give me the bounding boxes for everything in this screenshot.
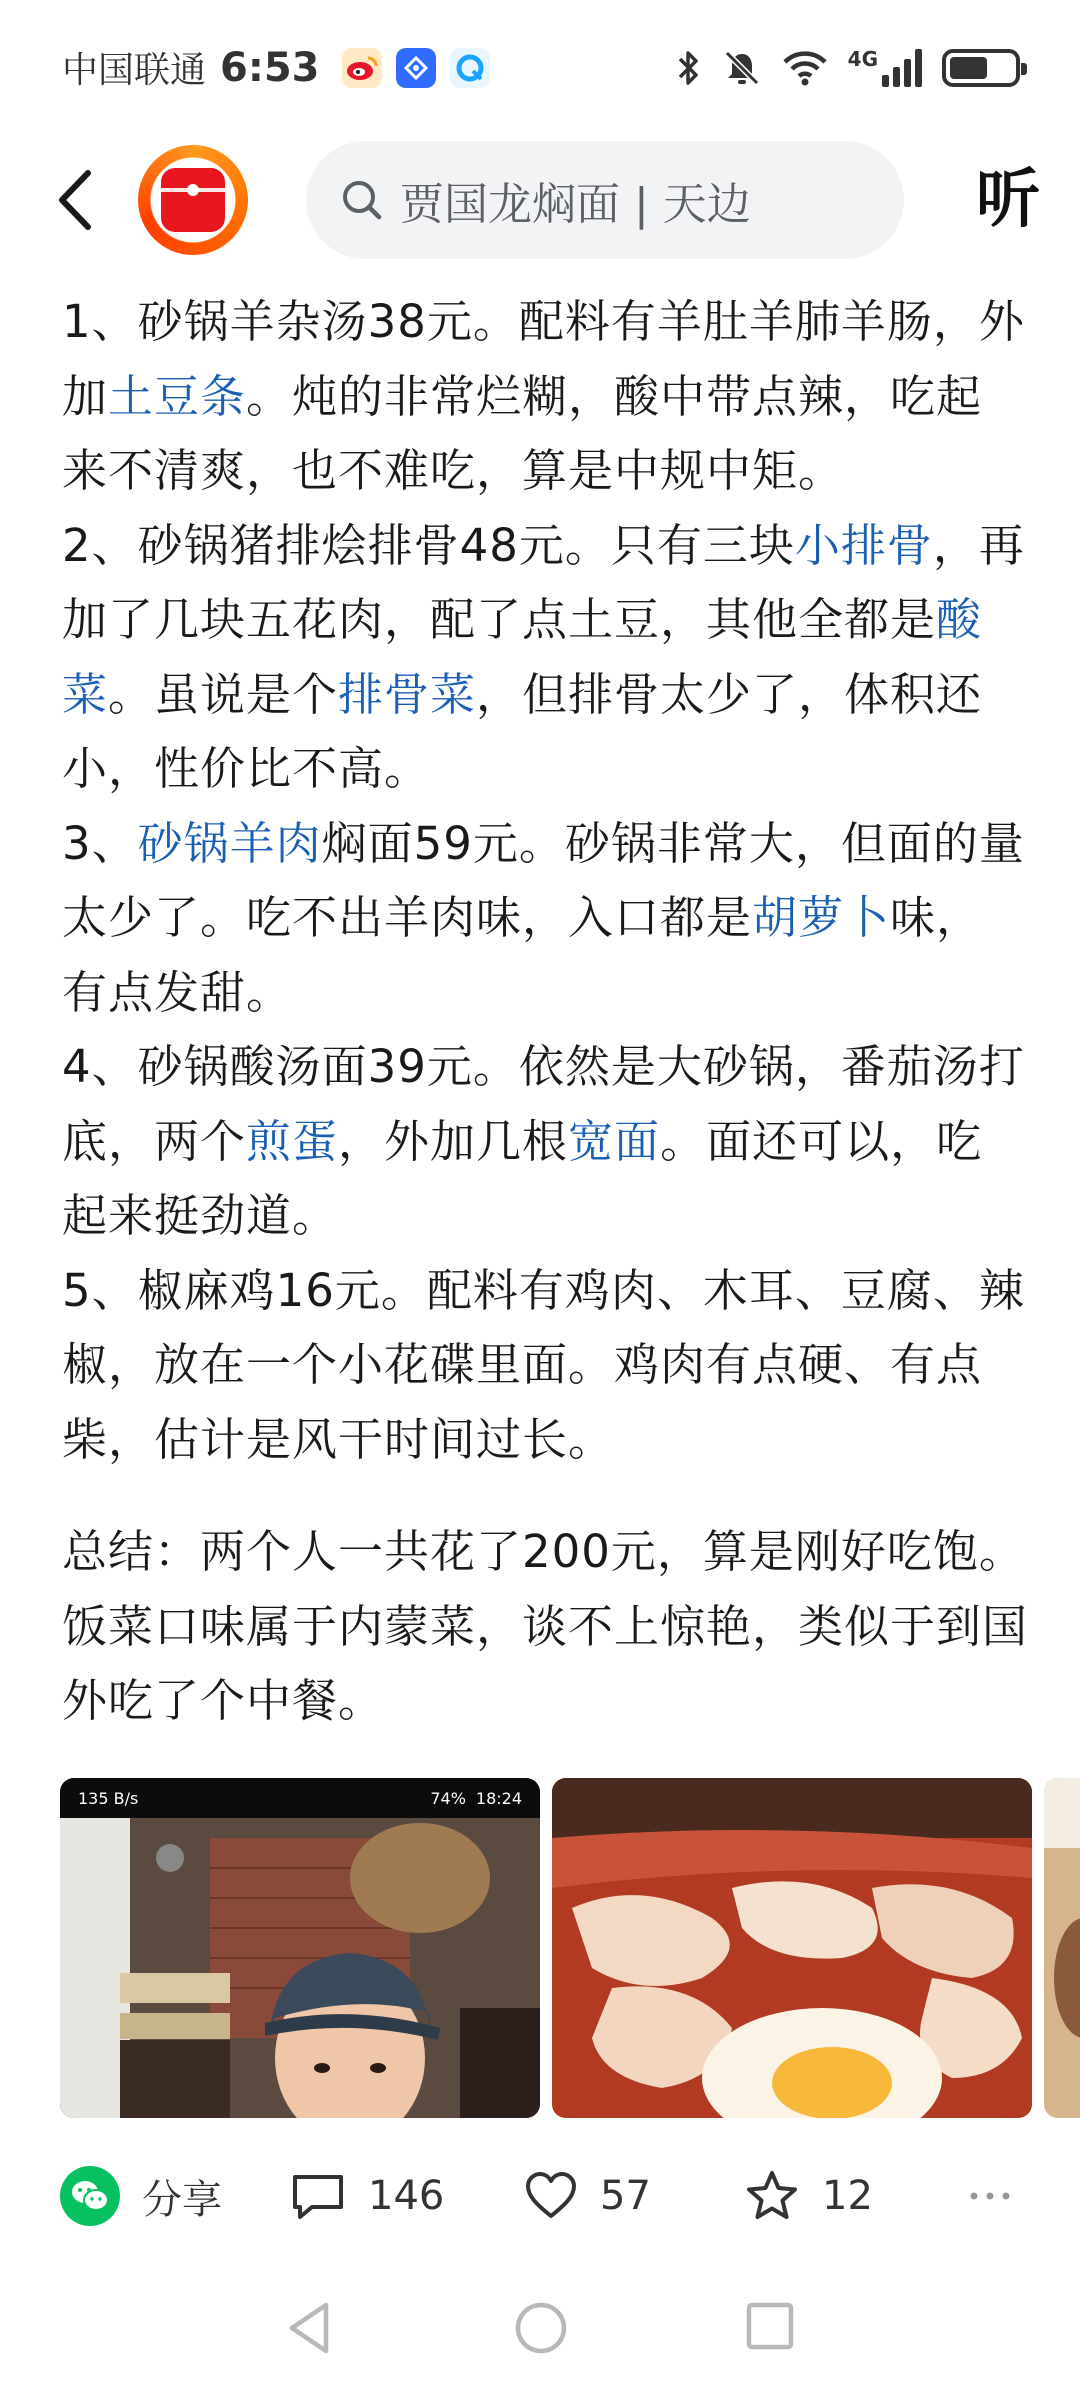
- more-dots-icon: [968, 2190, 1012, 2202]
- battery-fill: [950, 57, 987, 79]
- paragraph-text: 。虽说是个: [108, 667, 339, 721]
- paragraph-text: 味，有点发甜。: [62, 891, 983, 1019]
- chevron-left-icon: [48, 165, 108, 235]
- article-paragraph: [62, 1254, 1028, 1478]
- share-label: 分享: [142, 2176, 222, 2223]
- app-notification-icon: [396, 48, 436, 88]
- photo-status-bar: [60, 1778, 540, 1818]
- system-home-button[interactable]: [513, 2300, 569, 2360]
- comment-icon: [290, 2171, 346, 2221]
- photo-status-time: 18:24: [475, 1788, 522, 1808]
- square-recents-icon: [744, 2300, 796, 2352]
- keyword-link[interactable]: 宽面: [568, 1114, 661, 1168]
- paragraph-text: 4、砂锅酸汤面39元。依然是大砂锅，番茄汤打底，两个: [62, 1040, 1025, 1168]
- wechat-icon: [60, 2166, 120, 2226]
- paragraph-text: ，外加几根: [338, 1114, 569, 1168]
- article-paragraph: [62, 807, 1028, 1031]
- heart-icon: [524, 2171, 578, 2221]
- browser-notification-icon: [450, 48, 490, 88]
- like-count: 57: [600, 2173, 651, 2219]
- battery-icon: [942, 49, 1020, 87]
- like-button[interactable]: [524, 2171, 651, 2221]
- status-left: [62, 42, 490, 93]
- noodle-photo-art: [552, 1778, 1032, 2118]
- share-button[interactable]: [60, 2166, 222, 2226]
- article-paragraph: [62, 285, 1028, 509]
- article-body: [62, 285, 1028, 1739]
- more-button[interactable]: [968, 2190, 1012, 2202]
- keyword-link[interactable]: 煎蛋: [246, 1114, 339, 1168]
- article-paragraph: [62, 1030, 1028, 1254]
- system-recents-button[interactable]: [744, 2300, 796, 2356]
- paragraph-text: 2、砂锅猪排烩排骨48元。只有三块: [62, 518, 795, 572]
- paragraph-text: 。炖的非常烂糊，酸中带点辣，吃起来不清爽，也不难吃，算是中规中矩。: [62, 369, 983, 497]
- star-icon: [744, 2169, 800, 2223]
- search-placeholder: 贾国龙焖面 | 天边: [400, 179, 751, 230]
- wifi-icon: [782, 50, 828, 86]
- paragraph-text: 1、砂锅羊杂汤38元。配料有羊肚羊肺羊肠，外加: [62, 295, 1025, 423]
- keyword-link[interactable]: 胡萝卜: [752, 891, 891, 944]
- status-right: [676, 48, 1020, 88]
- red-packet-icon: [161, 168, 225, 232]
- paragraph-text: 焖面59元。砂锅非常大，但面的量太少了。吃不出羊肉味，入口都是: [62, 816, 1025, 944]
- system-back-button[interactable]: [284, 2300, 334, 2360]
- keyword-link[interactable]: 砂锅羊肉: [137, 816, 322, 870]
- search-icon: [340, 178, 384, 222]
- mute-bell-icon: [722, 48, 762, 88]
- comment-count: 146: [368, 2173, 445, 2219]
- favorite-button[interactable]: [744, 2169, 873, 2223]
- system-navigation-bar: [0, 2290, 1080, 2370]
- article-summary: 总结：两个人一共花了200元，算是刚好吃饱。饭菜口味属于内蒙菜，谈不上惊艳，类似于到国外吃了个中餐。: [62, 1525, 1029, 1727]
- app-logo[interactable]: [138, 145, 248, 255]
- keyword-link[interactable]: 排骨菜: [338, 667, 477, 721]
- paragraph-text: ，但排骨太少了，体积还小，性价比不高。: [62, 667, 983, 795]
- bluetooth-icon: [676, 48, 702, 88]
- status-bar: [0, 0, 1080, 135]
- search-input[interactable]: [306, 141, 904, 259]
- article-paragraphs: [62, 285, 1028, 1477]
- paragraph-text: 。面还可以，吃起来挺劲道。: [62, 1114, 983, 1242]
- clock: 6:53: [220, 44, 320, 91]
- paragraph-gap: [62, 1477, 1028, 1515]
- photo-status-battery: 74%: [430, 1788, 466, 1808]
- network-type-label: 4G: [847, 46, 878, 71]
- keyword-link[interactable]: 土豆条: [108, 369, 247, 423]
- paragraph-text: 3、: [62, 816, 138, 870]
- keyword-link[interactable]: 酸菜: [62, 593, 983, 721]
- photo-partial[interactable]: [1044, 1778, 1080, 2118]
- paragraph-text: 5、椒麻鸡16元。配料有鸡肉、木耳、豆腐、辣椒，放在一个小花碟里面。鸡肉有点硬、有点柴，估计是风干时间过长。: [62, 1263, 1025, 1466]
- back-button[interactable]: [48, 165, 108, 235]
- keyword-link[interactable]: 小排骨: [794, 518, 933, 572]
- paragraph-text: ，再加了几块五花肉，配了点土豆，其他全都是: [62, 518, 1025, 646]
- listen-button[interactable]: 听: [976, 163, 1040, 237]
- article-paragraph: [62, 509, 1028, 807]
- cellular-signal-icon: [847, 46, 922, 87]
- photo-selfie[interactable]: [60, 1778, 540, 2118]
- circle-home-icon: [513, 2300, 569, 2356]
- image-gallery[interactable]: [60, 1778, 1080, 2118]
- selfie-photo-art: [60, 1778, 540, 2118]
- comment-button[interactable]: [290, 2171, 444, 2221]
- partial-photo-art: [1044, 1778, 1080, 2118]
- weibo-icon: [342, 48, 382, 88]
- carrier-label: 中国联通: [62, 50, 207, 91]
- nav-bar: [0, 135, 1080, 265]
- action-bar: [0, 2146, 1080, 2246]
- triangle-back-icon: [284, 2300, 334, 2356]
- favorite-count: 12: [822, 2173, 873, 2219]
- photo-sour-soup-noodles[interactable]: [552, 1778, 1032, 2118]
- photo-status-speed: 135 B/s: [78, 1788, 139, 1808]
